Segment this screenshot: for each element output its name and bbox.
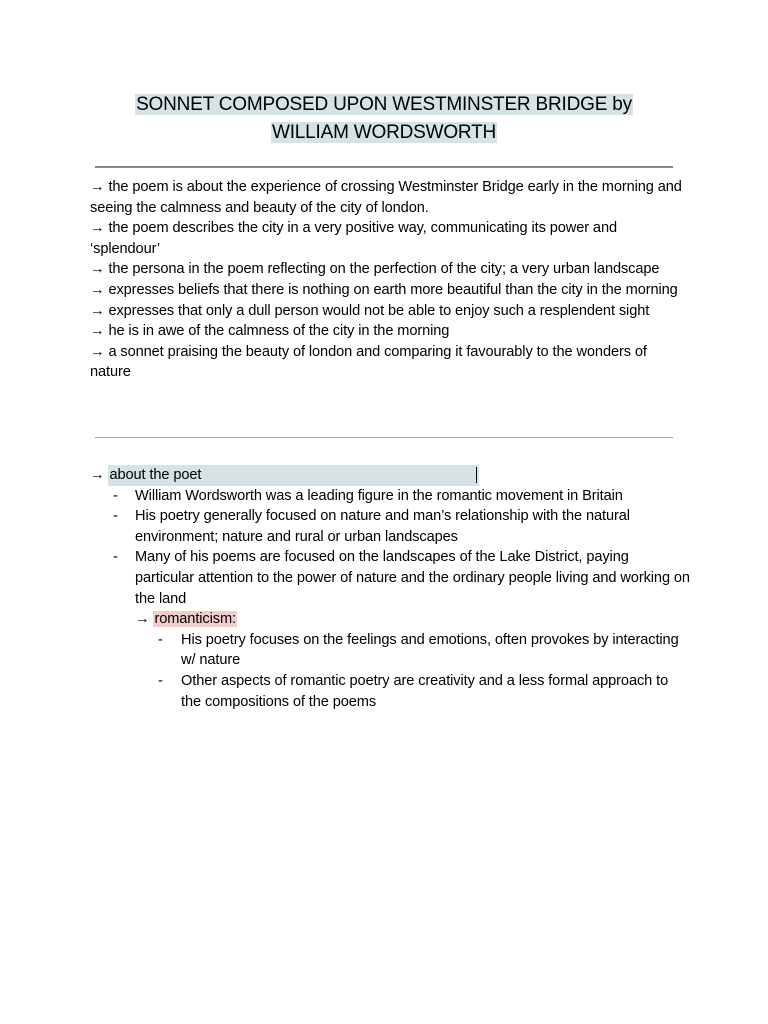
dash-bullet: - bbox=[158, 672, 163, 689]
list-item bbox=[90, 506, 690, 547]
dash-bullet: - bbox=[113, 508, 118, 525]
list-item-text: Other aspects of romantic poetry are creativity and a less formal approach to the compositions of the poems bbox=[181, 672, 669, 710]
title-line-1: SONNET COMPOSED UPON WESTMINSTER BRIDGE by bbox=[136, 94, 632, 115]
list-item-text: William Wordsworth was a leading figure in the romantic movement in Britain bbox=[135, 487, 623, 504]
list-item bbox=[90, 671, 690, 712]
dash-bullet: - bbox=[113, 549, 118, 566]
text-cursor bbox=[476, 467, 477, 483]
summary-point: → expresses beliefs that there is nothing on earth more beautiful than the city in the morning bbox=[90, 281, 678, 298]
romanticism-heading bbox=[135, 609, 690, 630]
summary-point: → he is in awe of the calmness of the city in the morning bbox=[90, 323, 450, 340]
summary-point: → the persona in the poem reflecting on the perfection of the city; a very urban landscape bbox=[90, 261, 660, 278]
list-item-text: Many of his poems are focused on the landscapes of the Lake District, paying particular attention to the power of nature and the ordinary people living and working on the land bbox=[135, 549, 690, 607]
title-line-2: WILLIAM WORDSWORTH bbox=[271, 122, 497, 143]
list-item bbox=[90, 630, 690, 671]
summary-point: → expresses that only a dull person would not be able to enjoy such a resplendent sight bbox=[90, 302, 650, 319]
list-item bbox=[90, 486, 690, 507]
romanticism-points-list bbox=[90, 630, 690, 712]
summary-point: → a sonnet praising the beauty of london and comparing it favourably to the wonders of nature bbox=[90, 343, 647, 381]
summary-point: → the poem describes the city in a very positive way, communicating its power and ‘splendour’ bbox=[90, 220, 617, 257]
arrow-glyph: → bbox=[90, 467, 109, 483]
dash-bullet: - bbox=[113, 487, 118, 504]
romanticism-label: romanticism: bbox=[154, 611, 236, 628]
about-poet-heading bbox=[90, 465, 690, 486]
about-poet-label: about the poet bbox=[109, 467, 202, 483]
summary-point: → the poem is about the experience of crossing Westminster Bridge early in the morning and seeing the calmness and beauty of the city of london. bbox=[90, 179, 682, 216]
title-divider bbox=[95, 166, 673, 168]
arrow-glyph: → bbox=[135, 611, 154, 628]
list-item-text: His poetry generally focused on nature and man’s relationship with the natural environment; nature and rural or urban landscapes bbox=[135, 508, 630, 545]
list-item-text: His poetry focuses on the feelings and emotions, often provokes by interacting w/ nature bbox=[181, 631, 679, 669]
summary-section bbox=[90, 177, 690, 383]
document-title bbox=[90, 91, 678, 147]
list-item bbox=[90, 547, 690, 609]
about-poet-section bbox=[90, 465, 690, 712]
section-divider bbox=[95, 437, 673, 438]
poet-points-list bbox=[90, 486, 690, 610]
about-poet-heading-text bbox=[108, 465, 479, 486]
dash-bullet: - bbox=[158, 631, 163, 648]
